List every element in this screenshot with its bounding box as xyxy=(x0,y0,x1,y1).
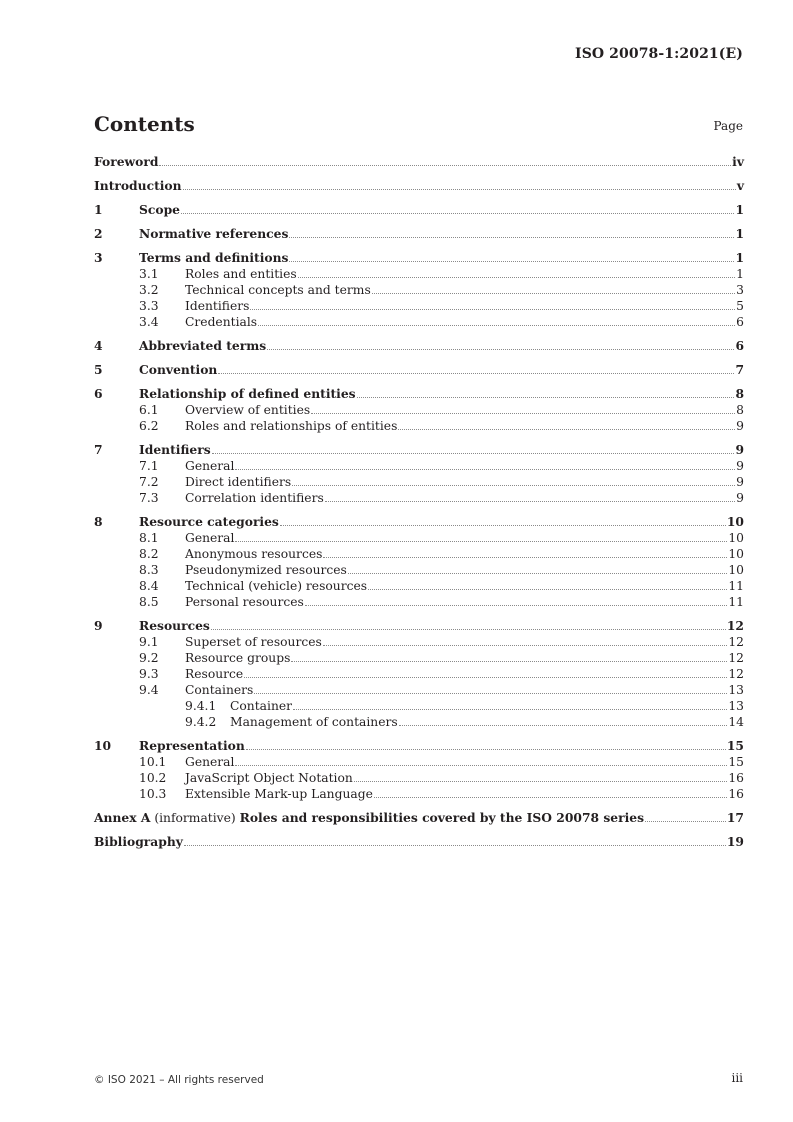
toc-entry[interactable] xyxy=(94,490,744,506)
toc-entry-title: Roles and relationships of entities xyxy=(185,419,398,433)
toc-entry-title: Foreword xyxy=(94,154,159,169)
toc-entry-number: 1 xyxy=(94,202,103,217)
toc-entry[interactable] xyxy=(94,618,744,634)
dot-leader xyxy=(184,845,726,846)
toc-entry-number: 8.2 xyxy=(139,547,159,561)
toc-entry-title: Credentials xyxy=(185,315,258,329)
copyright-notice: © ISO 2021 – All rights reserved xyxy=(94,1074,264,1086)
toc-entry-title: Superset of resources xyxy=(185,635,322,649)
toc-entry-number: 6.2 xyxy=(139,419,159,433)
document-id: ISO 20078-1:2021(E) xyxy=(575,46,743,62)
toc-entry[interactable] xyxy=(94,154,744,170)
toc-entry[interactable] xyxy=(94,474,744,490)
toc-entry-page: 15 xyxy=(726,738,744,753)
toc-entry-page: 9 xyxy=(735,442,744,457)
dot-leader xyxy=(311,413,735,414)
toc-entry-title: Resource categories xyxy=(139,514,279,529)
toc-entry[interactable] xyxy=(94,298,744,314)
toc-entry-page: 1 xyxy=(735,250,744,265)
dot-leader xyxy=(254,693,727,694)
toc-entry[interactable] xyxy=(94,666,744,682)
toc-entry-number: 3.2 xyxy=(139,283,159,297)
dot-leader xyxy=(292,485,735,486)
toc-entry-number: 6 xyxy=(94,386,103,401)
contents-title: Contents xyxy=(94,112,195,136)
toc-entry-page: 10 xyxy=(728,563,744,577)
toc-entry-title: Technical concepts and terms xyxy=(185,283,371,297)
toc-entry-page: 1 xyxy=(736,267,744,281)
toc-entry[interactable] xyxy=(94,562,744,578)
toc-entry-number: 10 xyxy=(94,738,112,753)
toc-entry-title: General xyxy=(185,459,235,473)
toc-entry-title: Identifiers xyxy=(185,299,250,313)
dot-leader xyxy=(250,309,735,310)
toc-entry-page: 19 xyxy=(726,834,744,849)
toc-entry-title: Roles and entities xyxy=(185,267,297,281)
dot-leader xyxy=(368,589,727,590)
dot-leader xyxy=(398,429,735,430)
toc-entry[interactable] xyxy=(94,530,744,546)
toc-entry[interactable] xyxy=(94,178,744,194)
dot-leader xyxy=(212,453,735,454)
toc-entry-number: 10.2 xyxy=(139,771,167,785)
dot-leader xyxy=(181,213,734,214)
dot-leader xyxy=(357,397,735,398)
toc-entry[interactable] xyxy=(94,202,744,218)
toc-entry[interactable] xyxy=(94,810,744,826)
toc-entry-page: 13 xyxy=(728,683,744,697)
toc-entry-page: 16 xyxy=(728,771,744,785)
dot-leader xyxy=(218,373,734,374)
toc-entry-title: Abbreviated terms xyxy=(139,338,267,353)
toc-entry[interactable] xyxy=(94,442,744,458)
toc-entry[interactable] xyxy=(94,634,744,650)
toc-entry[interactable] xyxy=(94,386,744,402)
dot-leader xyxy=(374,797,727,798)
toc-entry[interactable] xyxy=(94,650,744,666)
toc-entry[interactable] xyxy=(94,250,744,266)
toc-entry-title: Overview of entities xyxy=(185,403,311,417)
toc-entry-title: Extensible Mark-up Language xyxy=(185,787,373,801)
toc-entry-number: 2 xyxy=(94,226,103,241)
dot-leader xyxy=(323,557,727,558)
toc-entry-page: 17 xyxy=(726,810,744,825)
toc-entry-title: Technical (vehicle) resources xyxy=(185,579,368,593)
toc-entry-title: JavaScript Object Notation xyxy=(185,771,353,785)
toc-entry-number: 8.1 xyxy=(139,531,159,545)
toc-entry-title: Normative references xyxy=(139,226,289,241)
toc-entry[interactable] xyxy=(94,546,744,562)
toc-entry-page: 8 xyxy=(735,386,744,401)
annex-type: (informative) xyxy=(150,811,240,825)
toc-entry-page: 1 xyxy=(735,226,744,241)
toc-entry-number: 9 xyxy=(94,618,103,633)
dot-leader xyxy=(235,541,727,542)
toc-entry-number: 8.5 xyxy=(139,595,159,609)
dot-leader xyxy=(258,325,735,326)
toc-entry-number: 9.4.1 xyxy=(185,699,217,713)
dot-leader xyxy=(211,629,726,630)
toc-entry-page: 9 xyxy=(736,475,744,489)
toc-entry[interactable] xyxy=(94,834,744,850)
dot-leader xyxy=(354,781,728,782)
toc-entry-number: 3.4 xyxy=(139,315,159,329)
dot-leader xyxy=(289,261,734,262)
toc-entry-number: 10.3 xyxy=(139,787,167,801)
toc-entry-title: Identifiers xyxy=(139,442,211,457)
page-column-label: Page xyxy=(713,119,743,133)
toc-entry-title: Direct identifiers xyxy=(185,475,292,489)
toc-entry-number: 9.3 xyxy=(139,667,159,681)
toc-entry[interactable] xyxy=(94,402,744,418)
dot-leader xyxy=(289,237,734,238)
dot-leader xyxy=(298,277,736,278)
toc-entry-page: 6 xyxy=(735,338,744,353)
dot-leader xyxy=(235,469,735,470)
toc-entry[interactable] xyxy=(94,698,744,714)
toc-entry-number: 7.1 xyxy=(139,459,159,473)
toc-entry-page: 16 xyxy=(728,787,744,801)
toc-entry-page: 7 xyxy=(735,362,744,377)
toc-entry-number: 6.1 xyxy=(139,403,159,417)
toc-entry-number: 7.3 xyxy=(139,491,159,505)
toc-entry-number: 8 xyxy=(94,514,103,529)
toc-entry-page: 12 xyxy=(728,651,744,665)
toc-entry[interactable] xyxy=(94,458,744,474)
toc-entry-page: 5 xyxy=(736,299,744,313)
toc-entry-number: 7 xyxy=(94,442,103,457)
dot-leader xyxy=(293,709,727,710)
toc-entry-title: Convention xyxy=(139,362,218,377)
toc-entry-title: Management of containers xyxy=(230,715,398,729)
toc-entry-page: 13 xyxy=(728,699,744,713)
toc-entry-page: 11 xyxy=(728,595,744,609)
toc-entry-page: 6 xyxy=(736,315,744,329)
toc-entry-title: Containers xyxy=(185,683,254,697)
toc-entry-page: 10 xyxy=(728,547,744,561)
toc-entry-page: 9 xyxy=(736,419,744,433)
toc-entry-page: 9 xyxy=(736,459,744,473)
toc-entry-page: 12 xyxy=(726,618,744,633)
toc-entry[interactable] xyxy=(94,738,744,754)
dot-leader xyxy=(183,189,736,190)
toc-entry-number: 3 xyxy=(94,250,103,265)
toc-entry-number: 8.3 xyxy=(139,563,159,577)
toc-entry[interactable] xyxy=(94,338,744,354)
toc-entry[interactable] xyxy=(94,282,744,298)
toc-entry[interactable] xyxy=(94,266,744,282)
page-number: iii xyxy=(731,1071,743,1085)
annex-title: Roles and responsibilities covered by the ISO 20078 series xyxy=(239,810,644,825)
toc-entry-page: 14 xyxy=(728,715,744,729)
dot-leader xyxy=(246,749,726,750)
toc-entry-title: Personal resources xyxy=(185,595,304,609)
dot-leader xyxy=(372,293,735,294)
toc-entry-page: 10 xyxy=(726,514,744,529)
toc-entry-page: 11 xyxy=(728,579,744,593)
toc-entry-page: 15 xyxy=(728,755,744,769)
toc-entry[interactable] xyxy=(94,714,744,730)
toc-entry-page: 10 xyxy=(728,531,744,545)
toc-entry-title: Anonymous resources xyxy=(185,547,323,561)
toc-entry[interactable] xyxy=(94,362,744,378)
dot-leader xyxy=(235,765,727,766)
toc-entry-number: 8.4 xyxy=(139,579,159,593)
dot-leader xyxy=(280,525,726,526)
toc-entry-number: 9.2 xyxy=(139,651,159,665)
toc-entry-page: v xyxy=(736,178,744,193)
toc-entry[interactable] xyxy=(94,226,744,242)
toc-entry-number: 9.1 xyxy=(139,635,159,649)
toc-entry[interactable] xyxy=(94,418,744,434)
toc-entry-title: Introduction xyxy=(94,178,182,193)
toc-entry-title: Correlation identifiers xyxy=(185,491,324,505)
toc-entry[interactable] xyxy=(94,754,744,770)
toc-entry-page: iv xyxy=(732,154,744,169)
toc-entry-title: Scope xyxy=(139,202,180,217)
toc-entry[interactable] xyxy=(94,578,744,594)
toc-entry-title: General xyxy=(185,755,235,769)
dot-leader xyxy=(323,645,728,646)
toc-entry-title: Container xyxy=(230,699,293,713)
toc-entry-page: 12 xyxy=(728,635,744,649)
toc-entry-page: 3 xyxy=(736,283,744,297)
toc-entry-number: 9.4.2 xyxy=(185,715,217,729)
toc-entry-page: 1 xyxy=(735,202,744,217)
toc-entry-title: Resources xyxy=(139,618,210,633)
toc-entry-title: Terms and definitions xyxy=(139,250,289,265)
toc-entry-number: 9.4 xyxy=(139,683,159,697)
toc-entry-title: Pseudonymized resources xyxy=(185,563,347,577)
toc-entry-title: Representation xyxy=(139,738,245,753)
dot-leader xyxy=(267,349,734,350)
toc-entry-number: 4 xyxy=(94,338,103,353)
annex-label: Annex A xyxy=(94,810,151,825)
dot-leader xyxy=(348,573,727,574)
toc-entry-number: 3.1 xyxy=(139,267,159,281)
toc-entry[interactable] xyxy=(94,594,744,610)
toc-entry[interactable] xyxy=(94,770,744,786)
toc-entry[interactable] xyxy=(94,314,744,330)
dot-leader xyxy=(399,725,728,726)
toc-entry-title xyxy=(94,810,644,826)
toc-entry-number: 5 xyxy=(94,362,103,377)
toc-entry-number: 7.2 xyxy=(139,475,159,489)
toc-entry[interactable] xyxy=(94,514,744,530)
toc-entry-page: 9 xyxy=(736,491,744,505)
toc-entry[interactable] xyxy=(94,786,744,802)
toc-entry-title: General xyxy=(185,531,235,545)
dot-leader xyxy=(645,821,726,822)
toc-entry-title: Resource groups xyxy=(185,651,291,665)
toc-entry-number: 3.3 xyxy=(139,299,159,313)
dot-leader xyxy=(159,165,731,166)
toc-entry-title: Resource xyxy=(185,667,244,681)
table-of-contents xyxy=(94,154,744,850)
toc-entry[interactable] xyxy=(94,682,744,698)
dot-leader xyxy=(325,501,735,502)
toc-entry-number: 10.1 xyxy=(139,755,167,769)
dot-leader xyxy=(244,677,727,678)
toc-entry-page: 8 xyxy=(736,403,744,417)
toc-entry-page: 12 xyxy=(728,667,744,681)
dot-leader xyxy=(305,605,728,606)
toc-entry-title: Bibliography xyxy=(94,834,183,849)
dot-leader xyxy=(291,661,727,662)
toc-entry-title: Relationship of defined entities xyxy=(139,386,356,401)
